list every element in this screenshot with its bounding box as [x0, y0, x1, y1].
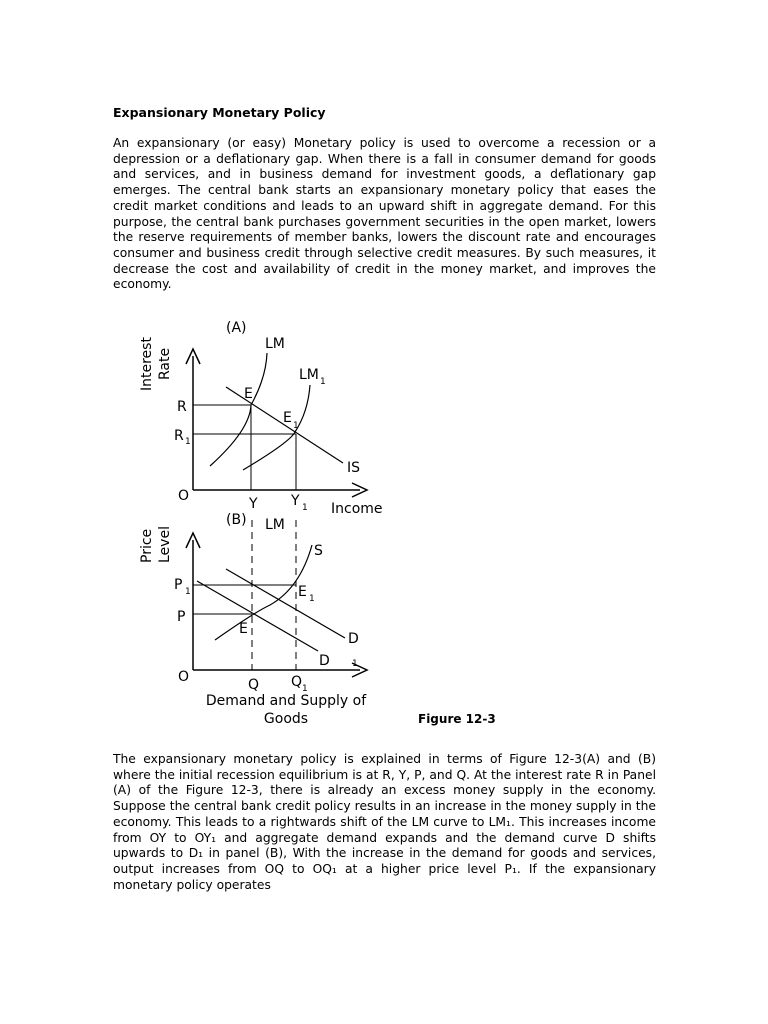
income-y1-label: Y: [291, 493, 300, 509]
panel-a-y-label-line2: Rate: [157, 347, 173, 380]
price-p1-label: P: [174, 577, 183, 593]
price-p-label: P: [177, 609, 186, 625]
panel-b-origin: O: [178, 669, 190, 685]
lm-label: LM: [265, 336, 285, 352]
panel-a-title: (A): [226, 320, 247, 336]
qty-q1-label: Q: [291, 674, 303, 690]
section-heading: Expansionary Monetary Policy: [113, 105, 326, 120]
point-e1-label: E: [283, 410, 292, 426]
point-e1-subscript-b: 1: [309, 594, 315, 604]
panel-a-x-label: Income: [331, 501, 383, 517]
panel-b: [139, 512, 367, 727]
lm1-curve: [243, 385, 310, 470]
demand-d1-label: D: [319, 653, 330, 669]
explanation-paragraph: The expansionary monetary policy is explained in terms of Figure 12-3(A) and (B) where the initial recession equilibrium is at R, Y, P, and Q. At the interest rate R in Panel (A) of the Figure 12-3, there is already an excess money supply in the economy. Suppose the central bank credit policy results in an increase in the money supply in the economy. This leads to a rightwards shift of the LM curve to LM₁. This increases income from OY to OY₁ and aggregate demand expands and the demand curve D shifts upwards to D₁ in panel (B), With the increase in the demand for goods and services, output increases from OQ to OQ₁ at a higher price level P₁. If the expansionary monetary policy operates: [113, 752, 656, 892]
panel-b-y-label-line1: Price: [139, 528, 155, 563]
panel-b-title: (B): [226, 512, 247, 528]
qty-q1-subscript: 1: [302, 684, 308, 694]
panel-b-x-label-line1: Demand and Supply of: [205, 693, 367, 709]
panel-b-x-label-line2: Goods: [263, 711, 309, 727]
point-e-label: E: [244, 386, 253, 402]
income-y1-subscript: 1: [302, 503, 308, 513]
rate-r-label: R: [177, 399, 187, 415]
price-p1-subscript: 1: [185, 587, 191, 597]
figure-caption: Figure 12-3: [418, 712, 496, 726]
qty-q-label: Q: [248, 677, 260, 693]
point-e-label-b: E: [239, 621, 248, 637]
panel-b-y-label-line2: Level: [157, 526, 173, 563]
lm1-subscript: 1: [320, 377, 326, 387]
supply-label: S: [314, 543, 323, 559]
panel-b-lm-label: LM: [265, 517, 285, 533]
rate-r1-subscript: 1: [185, 437, 191, 447]
lm-curve: [210, 353, 267, 466]
rate-r1-label: R: [174, 428, 184, 444]
is-label: IS: [347, 460, 361, 476]
demand-d-label: D: [348, 631, 359, 647]
income-y-label: Y: [249, 496, 258, 512]
lm1-label: LM: [299, 367, 319, 383]
point-e1-label-b: E: [298, 584, 307, 600]
panel-a-origin: O: [178, 488, 190, 504]
panel-a-y-label-line1: Interest: [139, 337, 155, 391]
panel-a: [139, 320, 383, 517]
intro-paragraph: An expansionary (or easy) Monetary policy is used to overcome a recession or a depression or a deflationary gap. When there is a fall in consumer demand for goods and services, and in business demand for investment goods, a deflationary gap emerges. The central bank starts an expansionary monetary policy that eases the credit market conditions and leads to an upward shift in aggregate demand. For this purpose, the central bank purchases government securities in the open market, lowers the reserve requirements of member banks, lowers the discount rate and encourages consumer and business credit through selective credit measures. By such measures, it decrease the cost and availability of credit in the money market, and improves the economy.: [113, 136, 656, 292]
point-e1-subscript: 1: [293, 421, 299, 431]
demand-d1-subscript: 1: [352, 659, 358, 669]
